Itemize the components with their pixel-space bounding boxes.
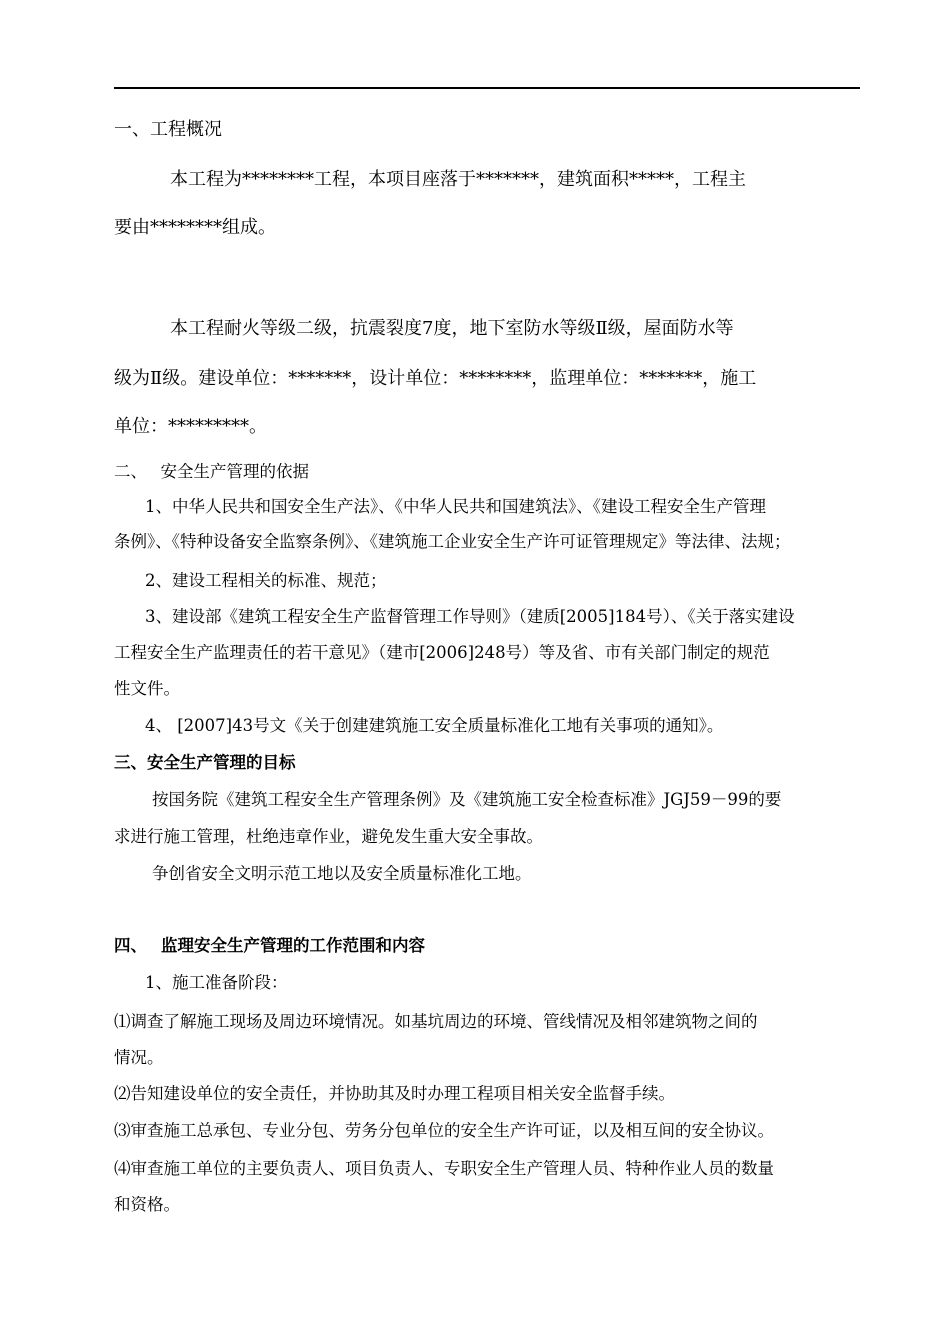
s3-paragraph-2: 争创省安全文明示范工地以及安全质量标准化工地。 (152, 864, 532, 883)
s3-paragraph-1-line-1: 按国务院《建筑工程安全生产管理条例》及《建筑施工安全检查标准》JGJ59－99的要 (152, 790, 782, 809)
s1-paragraph-1-line-2: 要由********组成。 (114, 217, 276, 238)
s2-item-3-line-1: 3、建设部《建筑工程安全生产监督管理工作导则》（建质[2005]184号）、《关于落实建设 (145, 607, 795, 626)
s2-item-3-line-3: 性文件。 (114, 679, 180, 698)
s2-item-3-line-2: 工程安全生产监理责任的若干意见》（建市[2006]248号）等及省、市有关部门制定的规范 (114, 643, 770, 662)
s2-item-1-line-1: 1、中华人民共和国安全生产法》、《中华人民共和国建筑法》、《建设工程安全生产管理 (145, 497, 766, 516)
s4-subheading-1: 1、施工准备阶段： (145, 973, 288, 992)
s4-item-3: ⑶审查施工总承包、专业分包、劳务分包单位的安全生产许可证，以及相互间的安全协议。 (114, 1121, 774, 1140)
s1-paragraph-2-line-3: 单位：*********。 (114, 416, 267, 437)
s1-paragraph-2-line-2: 级为Ⅱ级。建设单位：*******，设计单位：********，监理单位：*******，施工 (114, 368, 757, 389)
header-rule (114, 87, 860, 89)
s2-item-2: 2、建设工程相关的标准、规范； (145, 571, 387, 590)
section-2-heading: 二、 安全生产管理的依据 (114, 462, 309, 481)
s2-item-4: 4、 [2007]43号文《关于创建建筑施工安全质量标准化工地有关事项的通知》。 (145, 716, 724, 735)
section-3-heading: 三、安全生产管理的目标 (114, 753, 296, 772)
s4-item-4-line-2: 和资格。 (114, 1195, 180, 1214)
s4-item-4-line-1: ⑷审查施工单位的主要负责人、项目负责人、专职安全生产管理人员、特种作业人员的数量 (114, 1159, 774, 1178)
section-4-heading: 四、 监理安全生产管理的工作范围和内容 (114, 936, 425, 955)
section-1-heading: 一、工程概况 (114, 119, 222, 140)
s4-item-1-line-2: 情况。 (114, 1048, 164, 1067)
s1-paragraph-2-line-1: 本工程耐火等级二级，抗震裂度7度，地下室防水等级Ⅱ级，屋面防水等 (170, 318, 734, 339)
s4-item-1-line-1: ⑴调查了解施工现场及周边环境情况。如基坑周边的环境、管线情况及相邻建筑物之间的 (114, 1012, 758, 1031)
s3-paragraph-1-line-2: 求进行施工管理，杜绝违章作业，避免发生重大安全事故。 (114, 827, 543, 846)
s2-item-1-line-2: 条例》、《特种设备安全监察条例》、《建筑施工企业安全生产许可证管理规定》等法律、法规； (114, 532, 791, 551)
s1-paragraph-1-line-1: 本工程为********工程，本项目座落于*******，建筑面积*****，工程主 (170, 169, 746, 190)
s4-item-2: ⑵告知建设单位的安全责任，并协助其及时办理工程项目相关安全监督手续。 (114, 1084, 675, 1103)
